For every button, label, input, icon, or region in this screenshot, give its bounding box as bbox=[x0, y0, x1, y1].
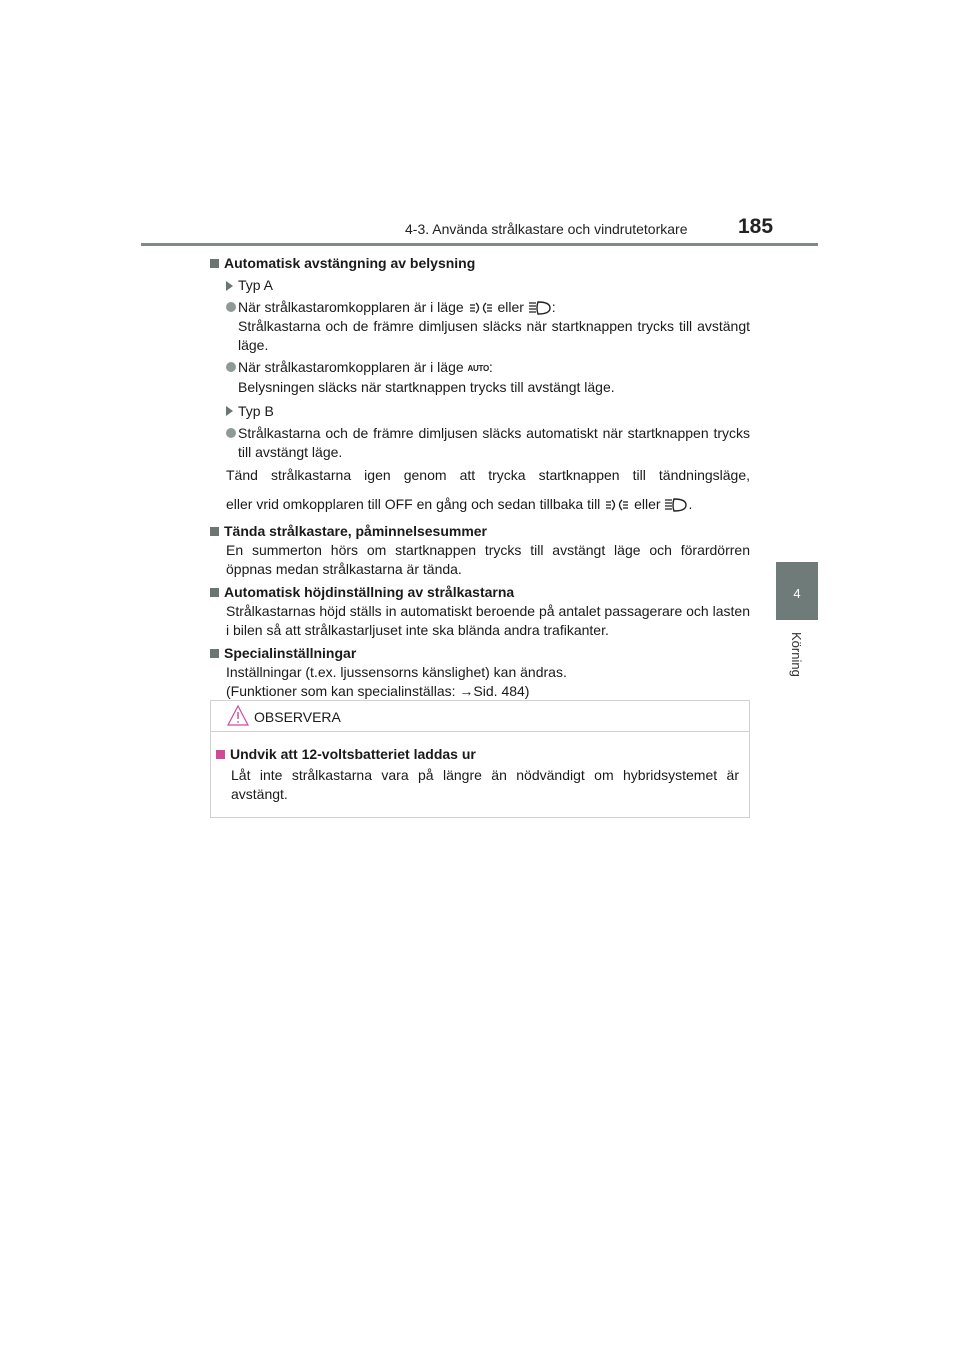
square-bullet-icon bbox=[210, 259, 219, 268]
heading-text: Automatisk avstängning av belysning bbox=[224, 255, 476, 271]
header-rule bbox=[141, 243, 818, 246]
heading-text: Specialinställningar bbox=[224, 644, 357, 661]
heading-text: Tända strålkastare, påminnelsesummer bbox=[224, 522, 488, 539]
section-heading bbox=[210, 583, 750, 602]
square-bullet-icon bbox=[210, 527, 219, 536]
relight-text: eller vrid omkopplaren till OFF en gång och sedan tillbaka till bbox=[226, 495, 601, 512]
arrow-icon bbox=[226, 281, 233, 291]
warning-triangle-icon bbox=[226, 704, 250, 728]
type-a-label: Typ A bbox=[238, 277, 274, 293]
bullet-body-text: Belysningen släcks när startknappen trycks till avstängt läge. bbox=[238, 378, 615, 395]
chapter-tab-number: 4 bbox=[793, 586, 801, 601]
section-body-text: Strålkastarnas höjd ställs in automatiskt beroende på antalet passagerare och lasten i bilen så att strålkastarljuset inte ska blända andra trafikanter. bbox=[226, 602, 750, 638]
bullet-intro-line bbox=[238, 358, 750, 378]
notice-box bbox=[210, 700, 750, 818]
bullet-body-text: Strålkastarna och de främre dimljusen släcks automatiskt när startknappen trycks till avstängt läge. bbox=[238, 424, 750, 460]
section-heading bbox=[210, 522, 750, 541]
tail-light-icon bbox=[468, 301, 494, 315]
chapter-label-text: Körning bbox=[789, 632, 804, 677]
bullet-body-text: Strålkastarna och de främre dimljusen släcks när startknappen trycks till avstängt läge. bbox=[238, 318, 750, 353]
section-heading bbox=[210, 644, 750, 663]
bullet-icon bbox=[226, 302, 236, 312]
arrow-icon bbox=[226, 406, 233, 416]
section-body-text: Inställningar (t.ex. ljussensorns känslighet) kan ändras. bbox=[226, 663, 567, 680]
chapter-side-label bbox=[786, 632, 806, 692]
bullet-intro-line bbox=[238, 298, 750, 317]
bullet-intro-text: När strålkastaromkopplaren är i läge bbox=[238, 299, 464, 315]
section-auto-off bbox=[210, 254, 750, 514]
bullet-auto bbox=[226, 358, 750, 397]
notice-heading bbox=[216, 745, 749, 764]
type-b-label: Typ B bbox=[238, 402, 274, 419]
bullet-icon bbox=[226, 428, 236, 438]
or-text: eller bbox=[497, 299, 524, 315]
main-content bbox=[210, 254, 750, 701]
notice-text: Låt inte strålkastarna vara på längre än nödvändigt om hybridsystemet är avstängt. bbox=[231, 767, 739, 802]
relight-paragraph-line1: Tänd strålkastarna igen genom att trycka startknappen till tändningsläge, bbox=[226, 466, 750, 483]
or-text: eller bbox=[634, 495, 661, 512]
period-text: . bbox=[688, 495, 693, 512]
page-number: 185 bbox=[738, 215, 774, 238]
chapter-tab bbox=[776, 562, 818, 620]
notice-body bbox=[211, 732, 749, 804]
colon-text: : bbox=[551, 299, 556, 315]
auto-icon: AUTO bbox=[467, 363, 489, 373]
headlight-icon bbox=[664, 497, 688, 513]
tail-light-icon bbox=[604, 498, 630, 512]
section-body-text: En summerton hörs om startknappen trycks till avstängt läge och förardörren öppnas medan strålkastarna är tända. bbox=[226, 541, 750, 577]
relight-paragraph-line2 bbox=[226, 495, 750, 514]
bullet-type-b bbox=[226, 424, 750, 462]
bullet-tail-headlight bbox=[226, 298, 750, 355]
section-customization bbox=[210, 644, 750, 701]
colon-text: : bbox=[488, 359, 493, 375]
page-header-title: 4-3. Använda strålkastare och vindrutetorkare bbox=[405, 221, 688, 237]
section-heading bbox=[210, 254, 750, 273]
page-reference-link[interactable]: (Funktioner som kan specialinställas: →Sid. 484) bbox=[226, 682, 530, 699]
type-b-line bbox=[226, 402, 750, 421]
square-bullet-icon bbox=[216, 750, 225, 759]
notice-header bbox=[211, 701, 749, 732]
headlight-icon bbox=[528, 300, 552, 316]
bullet-icon bbox=[226, 362, 236, 372]
notice-title: OBSERVERA bbox=[254, 709, 341, 725]
square-bullet-icon bbox=[210, 588, 219, 597]
square-bullet-icon bbox=[210, 649, 219, 658]
section-buzzer bbox=[210, 522, 750, 579]
heading-text: Undvik att 12-voltsbatteriet laddas ur bbox=[230, 746, 476, 762]
type-a-line bbox=[226, 276, 750, 295]
heading-text: Automatisk höjdinställning av strålkastarna bbox=[224, 583, 515, 600]
bullet-intro-text: När strålkastaromkopplaren är i läge bbox=[238, 359, 464, 375]
section-leveling bbox=[210, 583, 750, 640]
